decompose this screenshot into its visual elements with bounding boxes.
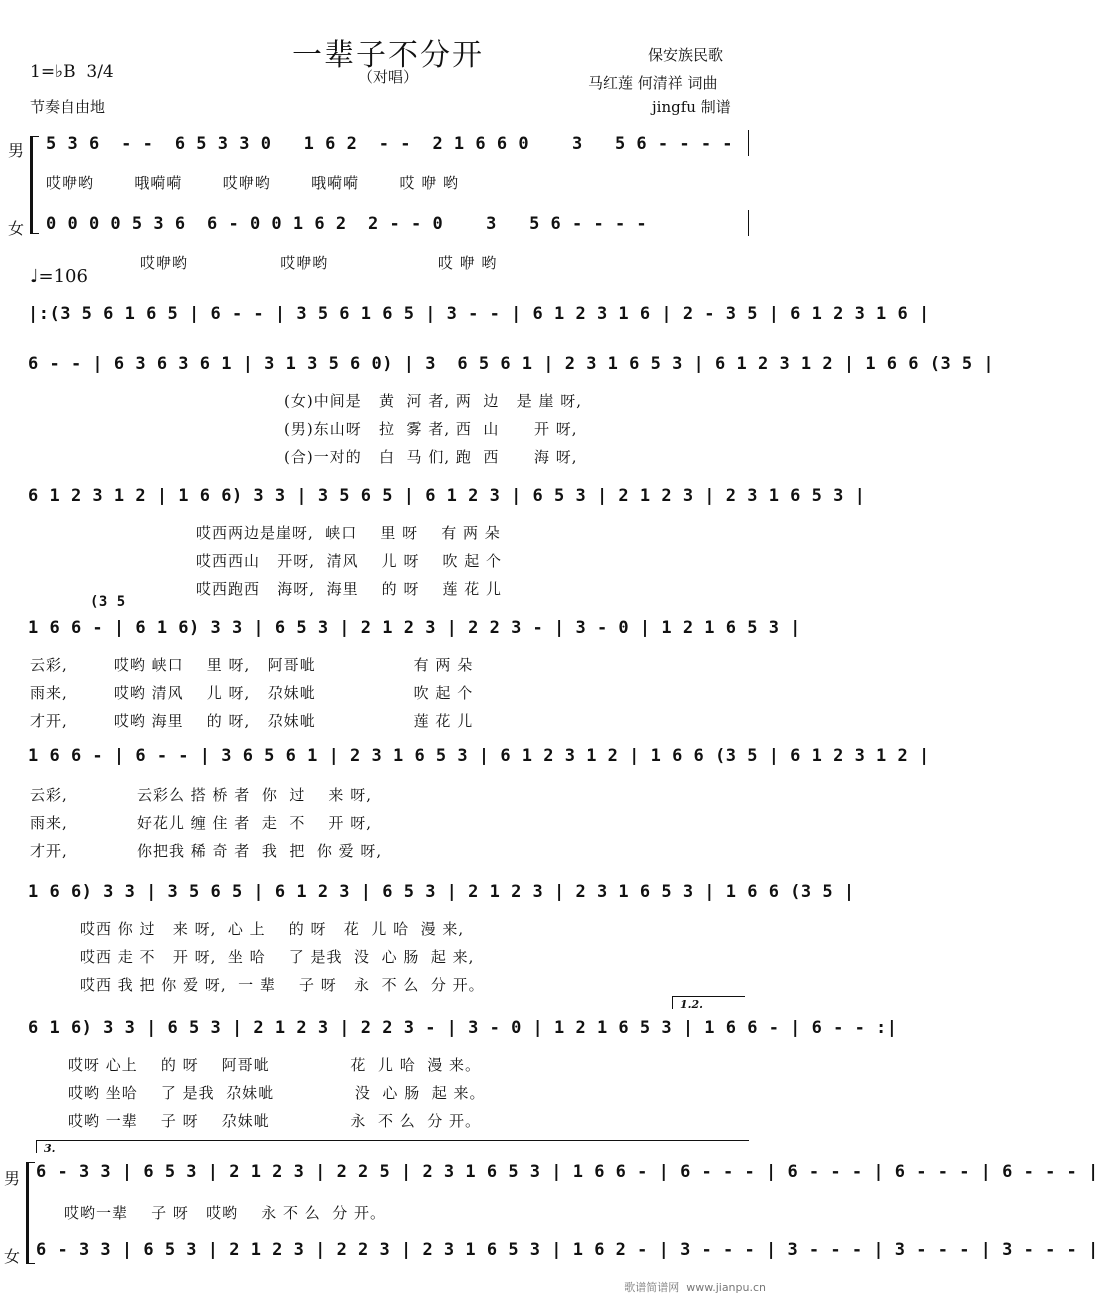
- lyrics-line-2-verse-2: (男)东山呀 拉 雾 者, 西 山 开 呀,: [284, 420, 578, 438]
- lyrics-line-2-verse-1: (女)中间是 黄 河 者, 两 边 是 崖 呀,: [284, 392, 582, 410]
- melody-line-6: 1 6 6) 3 3 | 3 5 6 5 | 6 1 2 3 | 6 5 3 | 2 1 2 3 | 2 3 1 6 5 3 | 1 6 6 (3 5 |: [28, 882, 855, 902]
- lyrics-line-6-verse-2: 哎西 走 不 开 呀, 坐 哈 了 是我 没 心 肠 起 来,: [80, 948, 475, 966]
- intro-male-lyrics: 哎咿哟 哦嗬嗬 哎咿哟 哦嗬嗬 哎 咿 哟: [46, 174, 460, 192]
- site-watermark: 歌谱简谱网 www.jianpu.cn: [624, 1281, 766, 1294]
- lyrics-line-7-verse-1: 哎呀 心上 的 呀 阿哥呲 花 儿 哈 漫 来。: [68, 1056, 482, 1074]
- male-voice-label-ending: 男: [4, 1169, 21, 1188]
- volta-label-1-2: 1.2.: [680, 998, 703, 1011]
- lyrics-line-3-verse-1: 哎西两边是崖呀, 峡口 里 呀 有 两 朵: [196, 524, 501, 542]
- tempo-marking: ♩=106: [30, 266, 88, 287]
- breath-mark: (3 5: [90, 594, 126, 610]
- subtitle: （对唱）: [357, 68, 418, 86]
- ending-male-notes: 6 - 3 3 | 6 5 3 | 2 1 2 3 | 2 2 5 | 2 3 1 6 5 3 | 1 6 6 - | 6 - - - | 6 - - - | 6 - - - | 6 - - - |: [36, 1162, 1099, 1182]
- system-brace-ending: [26, 1162, 35, 1264]
- volta-label-3: 3.: [44, 1142, 56, 1155]
- lyrics-line-3-verse-3: 哎西跑西 海呀, 海里 的 呀 莲 花 儿: [196, 580, 503, 598]
- lyrics-line-7-verse-3: 哎哟 一辈 子 呀 尕妹呲 永 不 么 分 开。: [68, 1112, 482, 1130]
- melody-line-7: 6 1 6) 3 3 | 6 5 3 | 2 1 2 3 | 2 2 3 - | 3 - 0 | 1 2 1 6 5 3 | 1 6 6 - | 6 - - :|: [28, 1018, 898, 1038]
- barline: [748, 130, 749, 156]
- intro-female-lyrics: 哎咿哟 哎咿哟 哎 咿 哟: [140, 254, 498, 272]
- lyrics-line-5-verse-1: 云彩, 云彩么 搭 桥 者 你 过 来 呀,: [30, 786, 372, 804]
- melody-line-1: |:(3 5 6 1 6 5 | 6 - - | 3 5 6 1 6 5 | 3 - - | 6 1 2 3 1 6 | 2 - 3 5 | 6 1 2 3 1 6 |: [28, 304, 930, 324]
- lyrics-line-4-verse-2: 雨来, 哎哟 清风 儿 呀, 尕妹呲 吹 起 个: [30, 684, 474, 702]
- lyrics-line-5-verse-2: 雨来, 好花儿 缠 住 者 走 不 开 呀,: [30, 814, 372, 832]
- transcriber: jingfu 制谱: [652, 98, 731, 116]
- intro-female-notes: 0 0 0 0 5 3 6 6 - 0 0 1 6 2 2 - - 0 3 5 6 - - - -: [46, 214, 648, 234]
- male-voice-label: 男: [8, 141, 25, 160]
- female-voice-label: 女: [8, 219, 25, 238]
- lyrics-line-5-verse-3: 才开, 你把我 稀 奇 者 我 把 你 爱 呀,: [30, 842, 383, 860]
- intro-male-notes: 5 3 6 - - 6 5 3 3 0 1 6 2 - - 2 1 6 6 0 3 5 6 - - - -: [46, 134, 734, 154]
- melody-line-4: 1 6 6 - | 6 1 6) 3 3 | 6 5 3 | 2 1 2 3 | 2 2 3 - | 3 - 0 | 1 2 1 6 5 3 |: [28, 618, 801, 638]
- lyrics-line-6-verse-1: 哎西 你 过 来 呀, 心 上 的 呀 花 儿 哈 漫 来,: [80, 920, 465, 938]
- song-origin: 保安族民歌: [648, 46, 724, 64]
- melody-line-5: 1 6 6 - | 6 - - | 3 6 5 6 1 | 2 3 1 6 5 3 | 6 1 2 3 1 2 | 1 6 6 (3 5 | 6 1 2 3 1 2 |: [28, 746, 930, 766]
- credits: 马红莲 何清祥 词曲: [588, 74, 718, 92]
- volta-bracket-3: [36, 1140, 749, 1153]
- female-voice-label-ending: 女: [4, 1247, 21, 1266]
- lyrics-line-4-verse-1: 云彩, 哎哟 峡口 里 呀, 阿哥呲 有 两 朵: [30, 656, 474, 674]
- lyrics-line-3-verse-2: 哎西西山 开呀, 清风 儿 呀 吹 起 个: [196, 552, 503, 570]
- key-signature: 1=♭B 3/4: [30, 62, 114, 82]
- melody-line-3: 6 1 2 3 1 2 | 1 6 6) 3 3 | 3 5 6 5 | 6 1 2 3 | 6 5 3 | 2 1 2 3 | 2 3 1 6 5 3 |: [28, 486, 866, 506]
- ending-female-notes: 6 - 3 3 | 6 5 3 | 2 1 2 3 | 2 2 3 | 2 3 1 6 5 3 | 1 6 2 - | 3 - - - | 3 - - - | 3 - - - | 3 - - - |: [36, 1240, 1099, 1260]
- rhythm-marking: 节奏自由地: [30, 98, 106, 116]
- barline: [748, 210, 749, 236]
- page-title: 一辈子不分开: [292, 38, 484, 73]
- lyrics-line-4-verse-3: 才开, 哎哟 海里 的 呀, 尕妹呲 莲 花 儿: [30, 712, 474, 730]
- melody-line-2: 6 - - | 6 3 6 3 6 1 | 3 1 3 5 6 0) | 3 6 5 6 1 | 2 3 1 6 5 3 | 6 1 2 3 1 2 | 1 6 6 (3 5 |: [28, 354, 995, 374]
- lyrics-line-7-verse-2: 哎哟 坐哈 了 是我 尕妹呲 没 心 肠 起 来。: [68, 1084, 486, 1102]
- system-brace: [30, 136, 39, 234]
- lyrics-line-6-verse-3: 哎西 我 把 你 爱 呀, 一 辈 子 呀 永 不 么 分 开。: [80, 976, 485, 994]
- lyrics-line-2-verse-3: (合)一对的 白 马 们, 跑 西 海 呀,: [284, 448, 578, 466]
- ending-male-lyrics: 哎哟一辈 子 呀 哎哟 永 不 么 分 开。: [64, 1204, 387, 1222]
